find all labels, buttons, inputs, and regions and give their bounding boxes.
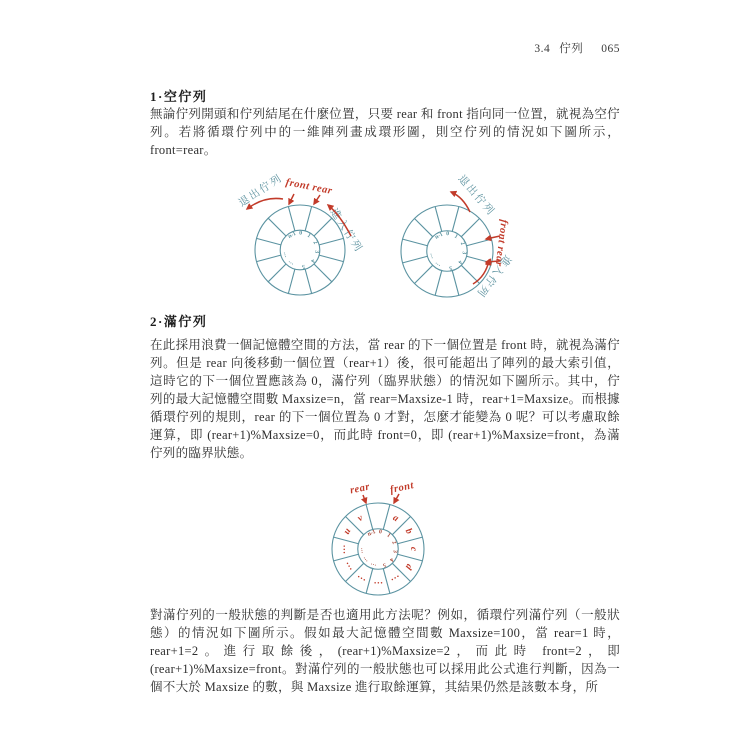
enter-queue-label: 進入佇列 — [473, 252, 513, 300]
running-head — [534, 40, 620, 56]
svg-text:…: … — [427, 252, 435, 260]
svg-text:…: … — [360, 555, 370, 564]
front-label: front — [389, 480, 415, 496]
page-number: 065 — [601, 43, 620, 55]
exit-queue-label: 退出佇列 — [237, 172, 285, 210]
svg-text:3: 3 — [313, 249, 320, 254]
paragraph-empty-queue: 無論佇列開頭和佇列結尾在什麼位置，只要 rear 和 front 指向同一位置，就視為空佇列。若將循環佇列中的一維陣列畫成環形圖，則空佇列的情況如下圖所示，front=rear。 — [150, 107, 620, 157]
svg-text:b: b — [402, 526, 414, 537]
svg-text:2: 2 — [390, 540, 397, 546]
svg-text:…: … — [433, 260, 442, 269]
svg-text:u: u — [342, 526, 354, 537]
svg-text:…: … — [341, 559, 355, 574]
heading-full-queue: 2·滿佇列 — [150, 314, 208, 329]
paragraph-full-queue: 在此採用浪費一個記憶體空間的方法，當 rear 的下一個位置是 front 時，就視為滿佇列。但是 rear 向後移動一個位置（rear+1）後，很可能超出了陣列的最大索引值，這時它的下一個位置應該為 0，滿佇列（臨界狀態）的情況如下圖所示。其中，佇列的最大記憶體空間數 Maxsize=n，當 rear=Maxsize-1 時，rear+1=Maxsize。而根據循環佇列的規則，rear 的下一個位置為 0 才對，怎麼才能變為 0 呢？可以考慮取餘運算，即 (rear+1)%Maxsize=0，而此時 front=0，即 (rear+1)%Maxsize=front，為滿佇列的臨界狀態。 — [150, 338, 620, 460]
svg-text:n-1: n-1 — [434, 231, 445, 241]
front-pointer-arrow — [289, 194, 294, 204]
svg-text:1: 1 — [385, 532, 392, 540]
paragraph-full-queue-general: 對滿佇列的一般狀態的判斷是否也適用此方法呢？例如，循環佇列滿佇列（一般狀態）的情況如下圖所示。假如最大記憶體空間數 Maxsize=100，當 rear=1 時，rear+1=2。進行取餘後，(rear+1)%Maxsize=2，而此時 front=2，即 (rear+1)%Maxsize=front。對滿佇列的一般狀態也可以採用此公式進行判斷，因為一個不大於 Maxsize 的數，與 Maxsize 進行取餘運算，其結果仍然是該數本身，所 — [150, 608, 620, 694]
svg-text:0: 0 — [299, 230, 303, 237]
empty-queue-diagram-right — [380, 163, 580, 343]
svg-text:3: 3 — [391, 549, 398, 554]
svg-text:…: … — [338, 544, 349, 554]
rear-label: rear — [349, 481, 371, 497]
svg-text:…: … — [373, 578, 383, 589]
svg-text:…: … — [369, 561, 377, 569]
svg-text:v: v — [356, 513, 365, 525]
svg-text:…: … — [280, 251, 289, 259]
svg-text:4: 4 — [456, 258, 464, 265]
svg-text:4: 4 — [309, 257, 316, 264]
rear-pointer-arrow — [363, 495, 366, 503]
svg-text:0: 0 — [378, 529, 383, 536]
exit-queue-arrow — [451, 192, 470, 212]
svg-text:1: 1 — [453, 233, 459, 241]
svg-text:c: c — [407, 546, 418, 552]
enter-queue-label: 進入佇列 — [327, 207, 365, 255]
ring-diagram — [332, 503, 424, 595]
exit-queue-label: 退出佇列 — [455, 173, 497, 219]
svg-text:…: … — [388, 572, 403, 586]
svg-text:4: 4 — [387, 556, 395, 563]
svg-text:…: … — [353, 572, 368, 586]
svg-text:2: 2 — [458, 241, 466, 247]
svg-text:5: 5 — [381, 561, 387, 568]
chapter-title: 佇列 — [559, 43, 584, 55]
front-rear-label: front rear — [492, 218, 510, 268]
rear-pointer-arrow — [314, 195, 320, 204]
heading-empty-queue: 1·空佇列 — [150, 89, 208, 104]
svg-text:5: 5 — [301, 262, 306, 270]
full-queue-diagram — [285, 470, 475, 610]
svg-text:2: 2 — [311, 240, 319, 246]
svg-text:0: 0 — [446, 231, 450, 238]
front-pointer-arrow — [394, 494, 399, 503]
chapter-number: 3.4 — [534, 43, 551, 55]
svg-text:a: a — [390, 513, 401, 525]
svg-text:1: 1 — [305, 232, 312, 240]
svg-text:d: d — [402, 561, 414, 572]
empty-queue-diagram-left — [215, 165, 405, 315]
ring-diagram — [401, 205, 493, 297]
svg-text:n-1: n-1 — [366, 529, 377, 538]
svg-text:5: 5 — [448, 264, 453, 271]
svg-text:…: … — [358, 547, 365, 554]
svg-text:…: … — [286, 259, 295, 268]
front-rear-label: front rear — [284, 177, 334, 197]
svg-text:3: 3 — [460, 250, 467, 255]
svg-text:n-1: n-1 — [287, 230, 298, 241]
